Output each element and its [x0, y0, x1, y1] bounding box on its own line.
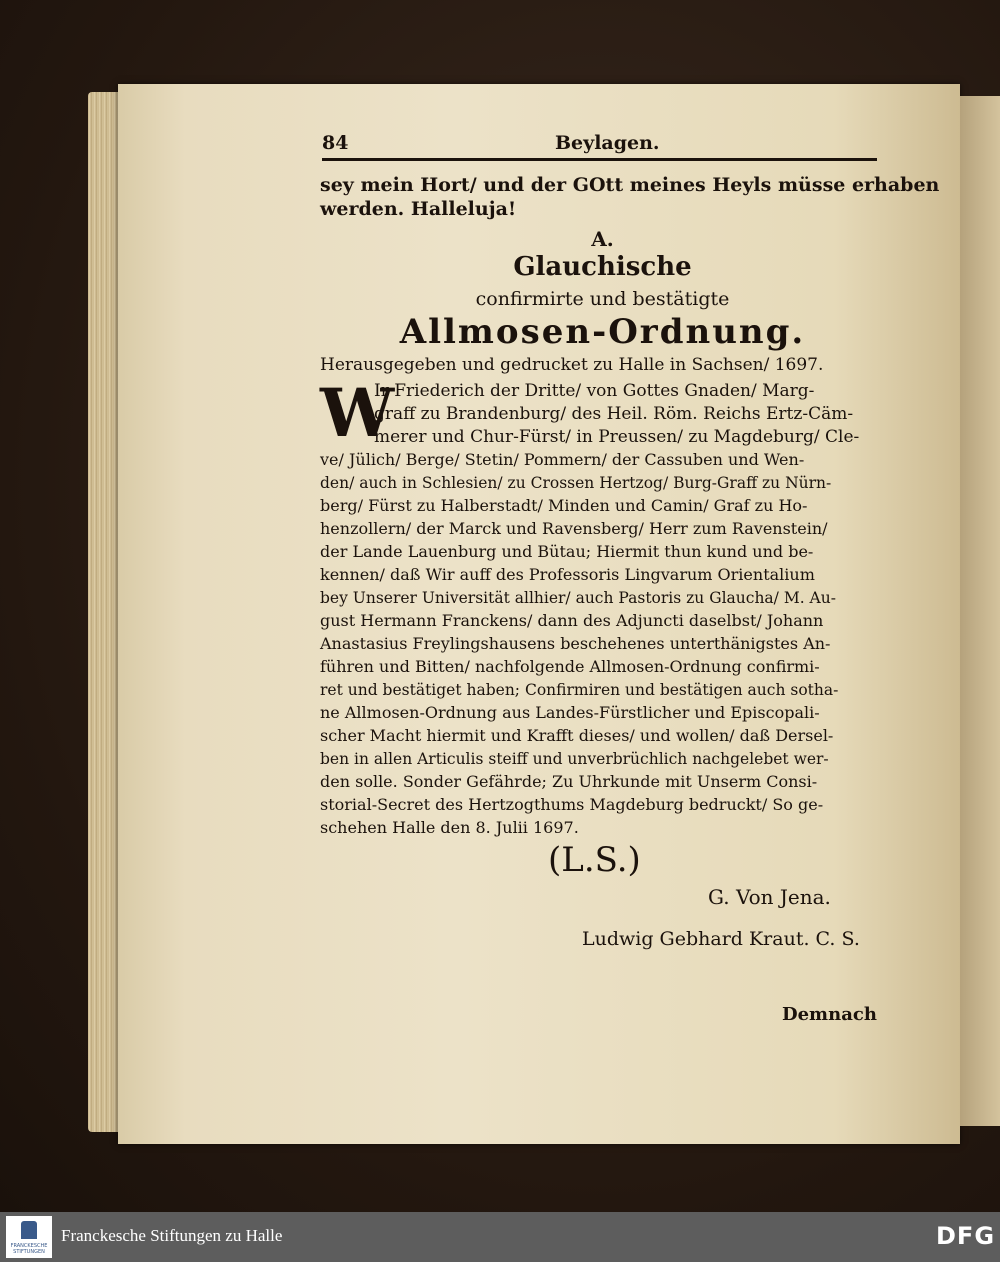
text-line: scher Macht hiermit und Krafft dieses/ und wollen/ daß Dersel- [320, 726, 834, 745]
text-line: führen und Bitten/ nachfolgende Allmosen-Ordnung confirmi- [320, 657, 820, 676]
text-line: gust Hermann Franckens/ dann des Adjuncti daselbst/ Johann [320, 611, 824, 630]
text-line: Ir Friederich der Dritte/ von Gottes Gnaden/ Marg- [374, 381, 815, 401]
viewer-footer [0, 1212, 1000, 1262]
text-line: bey Unserer Universität allhier/ auch Pastoris zu Glaucha/ M. Au- [320, 589, 836, 607]
text-line: ve/ Jülich/ Berge/ Stetin/ Pommern/ der Cassuben und Wen- [320, 450, 805, 469]
header-rule [322, 158, 877, 161]
page-header [320, 130, 885, 160]
text-line: berg/ Fürst zu Halberstadt/ Minden und Camin/ Graf zu Ho- [320, 496, 808, 515]
page-text [320, 128, 940, 1038]
text-line: schehen Halle den 8. Julii 1697. [320, 818, 579, 837]
logo-caption: FRANCKESCHE STIFTUNGEN [10, 1243, 48, 1255]
section-letter: A. [591, 227, 614, 251]
text-line: kennen/ daß Wir auff des Professoris Lingvarum Orientalium [320, 565, 815, 584]
drop-cap: W [320, 374, 395, 452]
text-line: ret und bestätiget haben; Confirmiren und bestätigen auch sotha- [320, 681, 839, 699]
text-line: den/ auch in Schlesien/ zu Crossen Hertzog/ Burg-Graff zu Nürn- [320, 474, 832, 492]
text-line: ben in allen Articulis steiff und unverbrüchlich nachgelebet wer- [320, 750, 829, 768]
signature-kraut: Ludwig Gebhard Kraut. C. S. [582, 928, 860, 950]
text-line: graff zu Brandenburg/ des Heil. Röm. Reichs Ertz-Cäm- [374, 404, 854, 424]
text-line: Anastasius Freylingshausens beschehenes unterthänigstes An- [320, 634, 831, 653]
page-number: 84 [322, 132, 349, 154]
institution-logo[interactable] [6, 1216, 52, 1258]
catchword: Demnach [782, 1004, 877, 1025]
institution-name[interactable]: Franckesche Stiftungen zu Halle [61, 1226, 283, 1245]
text-line: merer und Chur-Fürst/ in Preussen/ zu Magdeburg/ Cle- [374, 427, 860, 447]
signature-von-jena: G. Von Jena. [708, 885, 831, 909]
text-line: henzollern/ der Marck und Ravensberg/ Herr zum Ravenstein/ [320, 519, 828, 538]
seal-mark: (L.S.) [548, 840, 641, 880]
text-line: der Lande Lauenburg und Bütau; Hiermit thun kund und be- [320, 542, 814, 561]
dfg-logo[interactable]: DFG [936, 1222, 996, 1250]
ordinance-title-3: Allmosen-Ordnung. [399, 312, 806, 352]
ordinance-title-2: confirmirte und bestätigte [475, 288, 730, 310]
running-head: Beylagen. [555, 132, 660, 154]
ordinance-title-1: Glauchische [513, 252, 692, 282]
facing-page-edge [960, 96, 1000, 1126]
text-line: sey mein Hort/ und der GOtt meines Heyls müsse erhaben [320, 174, 940, 196]
text-line: ne Allmosen-Ordnung aus Landes-Fürstlicher und Episcopali- [320, 703, 820, 722]
text-line: werden. Halleluja! [320, 198, 517, 220]
imprint-line: Herausgegeben und gedrucket zu Halle in Sachsen/ 1697. [320, 355, 824, 375]
text-line: den solle. Sonder Gefährde; Zu Uhrkunde mit Unserm Consi- [320, 772, 818, 791]
text-line: storial-Secret des Hertzogthums Magdeburg bedruckt/ So ge- [320, 795, 824, 814]
institution-logo-icon [21, 1221, 37, 1239]
